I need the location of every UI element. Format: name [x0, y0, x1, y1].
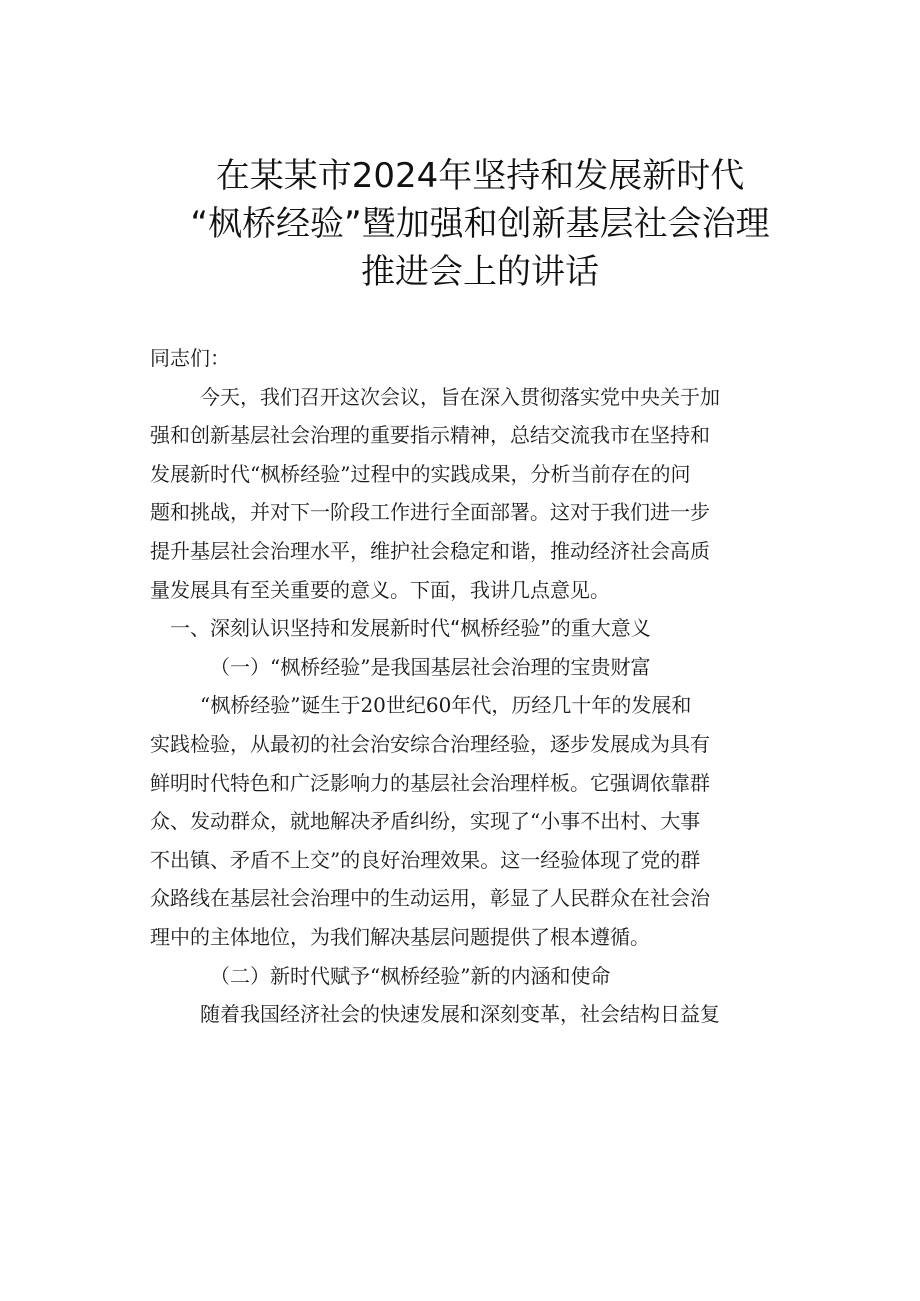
document-body	[150, 339, 810, 1034]
greeting: 同志们：	[150, 346, 230, 370]
document-title	[120, 152, 840, 296]
paragraph-2-line-1: “枫桥经验”诞生于20世纪60年代，历经几十年的发展和	[200, 693, 692, 718]
paragraph-2-line-3: 鲜明时代特色和广泛影响力的基层社会治理样板。它强调依靠群	[150, 770, 710, 795]
paragraph-2-line-5: 不出镇、矛盾不上交”的良好治理效果。这一经验体现了党的群	[150, 847, 701, 872]
paragraph-2-line-6: 众路线在基层社会治理中的生动运用，彰显了人民群众在社会治	[150, 886, 710, 911]
title-line-3: 推进会上的讲话	[361, 252, 599, 292]
title-line-1: 在某某市2024年坚持和发展新时代	[215, 156, 745, 196]
paragraph-1-line-2: 强和创新基层社会治理的重要指示精神，总结交流我市在坚持和	[150, 423, 710, 448]
paragraph-2-line-2: 实践检验，从最初的社会治安综合治理经验，逐步发展成为具有	[150, 731, 710, 756]
subsection-heading-1: （一）“枫桥经验”是我国基层社会治理的宝贵财富	[210, 654, 651, 679]
subsection-heading-2: （二）新时代赋予“枫桥经验”新的内涵和使命	[210, 963, 611, 988]
paragraph-3-line-1: 随着我国经济社会的快速发展和深刻变革，社会结构日益复	[200, 1002, 720, 1027]
paragraph-1-line-1: 今天，我们召开这次会议，旨在深入贯彻落实党中央关于加	[200, 384, 720, 409]
paragraph-1-line-4: 题和挑战，并对下一阶段工作进行全面部署。这对于我们进一步	[150, 500, 710, 525]
paragraph-2-line-7: 理中的主体地位，为我们解决基层问题提供了根本遵循。	[150, 924, 650, 949]
paragraph-1-line-6: 量发展具有至关重要的意义。下面，我讲几点意见。	[150, 577, 610, 602]
section-heading-1: 一、深刻认识坚持和发展新时代“枫桥经验”的重大意义	[170, 616, 651, 641]
paragraph-1-line-3: 发展新时代“枫桥经验”过程中的实践成果，分析当前存在的问	[150, 461, 691, 486]
paragraph-2-line-4: 众、发动群众，就地解决矛盾纠纷，实现了“小事不出村、大事	[150, 809, 701, 834]
title-line-2: “枫桥经验”暨加强和创新基层社会治理	[190, 204, 770, 244]
paragraph-1-line-5: 提升基层社会治理水平，维护社会稳定和谐，推动经济社会高质	[150, 538, 710, 563]
